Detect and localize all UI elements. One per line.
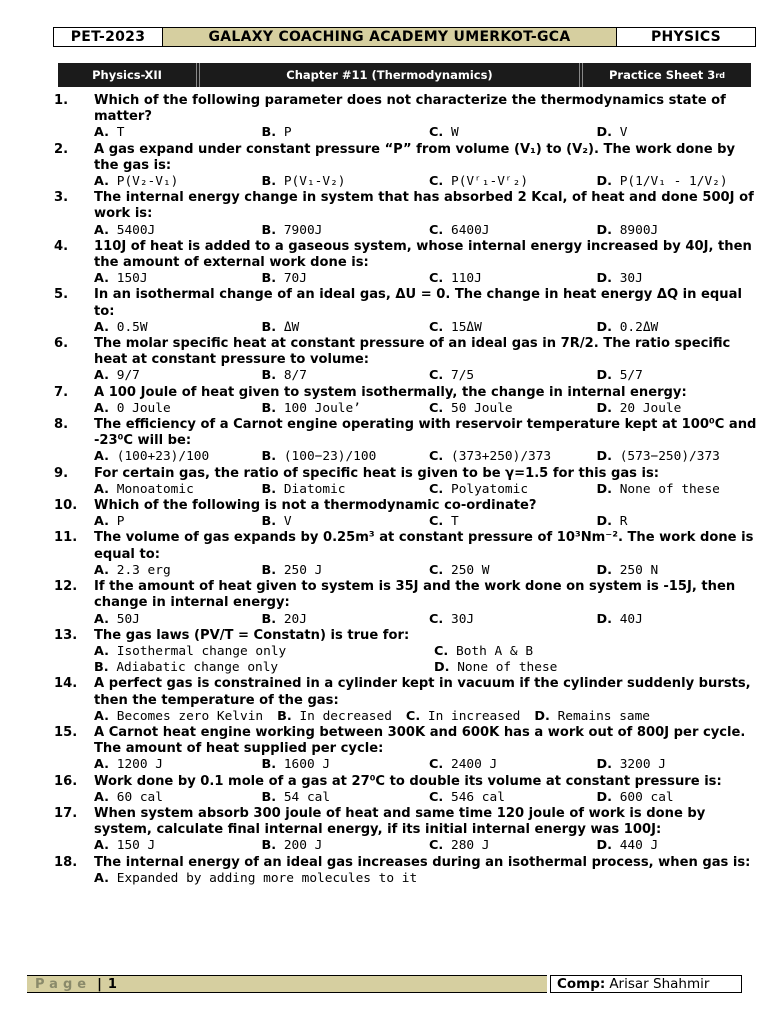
option-letter: B. xyxy=(261,400,277,416)
option-text: Monoatomic xyxy=(116,481,194,497)
option-letter: C. xyxy=(429,514,444,530)
option-text: V xyxy=(283,514,292,530)
question-number: 17. xyxy=(54,805,78,821)
option-b xyxy=(262,563,430,579)
option-text: Diatomic xyxy=(283,481,346,497)
question-number: 5. xyxy=(54,287,69,303)
option-c xyxy=(429,757,597,773)
option-a xyxy=(94,174,262,190)
question-text: The internal energy of an ideal gas increases during an isothermal process, when gas is: xyxy=(94,854,751,870)
question-item xyxy=(54,142,764,191)
question-text: Work done by 0.1 mole of a gas at 27⁰C to double its volume at constant pressure is: xyxy=(94,773,722,789)
option-text: 200 J xyxy=(283,838,323,854)
option-text: 1600 J xyxy=(283,757,331,773)
option-letter: A. xyxy=(94,271,110,287)
option-a xyxy=(94,563,262,579)
option-text: Expanded by adding more molecules to it xyxy=(116,870,418,886)
option-letter: D. xyxy=(596,125,612,141)
option-d xyxy=(597,514,765,530)
option-b xyxy=(262,401,430,417)
option-c xyxy=(429,368,597,384)
option-letter: B. xyxy=(261,271,277,287)
option-letter: C. xyxy=(429,222,444,238)
option-c xyxy=(429,271,597,287)
option-letter: A. xyxy=(94,789,110,805)
option-b xyxy=(262,174,430,190)
question-text: When system absorb 300 joule of heat and same time 120 joule of work is done by system, calculate final internal energy, if its initial internal energy was 100J: xyxy=(94,805,706,838)
question-number: 14. xyxy=(54,676,78,692)
option-text: 5400J xyxy=(116,222,156,238)
option-letter: B. xyxy=(261,174,277,190)
option-b xyxy=(262,790,430,806)
option-letter: A. xyxy=(94,757,110,773)
question-number: 3. xyxy=(54,190,69,206)
class-label: Physics-XII xyxy=(58,63,200,87)
option-letter: C. xyxy=(429,319,444,335)
option-d xyxy=(597,612,765,628)
option-letter: D. xyxy=(596,562,612,578)
option-letter: C. xyxy=(429,838,444,854)
question-text: For certain gas, the ratio of specific heat is given to be γ=1.5 for this gas is: xyxy=(94,465,660,481)
option-text: 280 J xyxy=(450,838,490,854)
subject-label: PHYSICS xyxy=(650,29,722,45)
option-d xyxy=(597,790,765,806)
question-text: If the amount of heat given to system is 35J and the work done on system is -15J, then change in internal energy: xyxy=(94,579,736,611)
question-item xyxy=(54,628,764,677)
option-text: 6400J xyxy=(450,222,490,238)
option-letter: C. xyxy=(429,757,444,773)
option-letter: B. xyxy=(261,222,277,238)
option-text: 15ΔW xyxy=(450,319,482,335)
option-text: P xyxy=(283,125,292,141)
option-letter: C. xyxy=(434,643,449,659)
option-c xyxy=(429,449,597,465)
option-letter: D. xyxy=(596,368,612,384)
sheet-label: Practice Sheet 3 rd xyxy=(609,68,725,82)
option-letter: A. xyxy=(94,222,110,238)
page-sep: | xyxy=(97,976,102,992)
option-letter: B. xyxy=(261,611,277,627)
option-a xyxy=(94,870,418,887)
option-d xyxy=(597,449,765,465)
option-text: 250 W xyxy=(450,562,490,578)
option-letter: C. xyxy=(429,400,444,416)
option-letter: D. xyxy=(596,400,612,416)
option-c xyxy=(429,223,597,239)
option-text: None of these xyxy=(619,481,720,497)
option-a xyxy=(94,514,262,530)
question-text: The efficiency of a Carnot engine operating with reservoir temperature kept at 100⁰C and -23⁰C will be: xyxy=(94,417,757,449)
option-letter: B. xyxy=(261,838,277,854)
option-b xyxy=(262,125,430,141)
option-text: 150 J xyxy=(116,838,156,854)
question-item xyxy=(54,774,764,806)
option-c xyxy=(429,320,597,336)
option-letter: D. xyxy=(596,789,612,805)
option-b xyxy=(262,482,430,498)
option-letter: B. xyxy=(261,789,277,805)
question-number: 4. xyxy=(54,238,69,254)
option-letter: A. xyxy=(94,870,110,886)
option-text: 250 N xyxy=(619,562,659,578)
chapter-title: Chapter #11 (Thermodynamics) xyxy=(200,63,583,87)
option-d xyxy=(597,174,765,190)
option-b xyxy=(262,223,430,239)
option-c xyxy=(429,563,597,579)
option-text: ΔW xyxy=(283,319,300,335)
question-number: 2. xyxy=(54,141,69,157)
question-text: The molar specific heat at constant pressure of an ideal gas in 7R/2. The ratio specific heat at constant pressure to volume: xyxy=(94,336,731,368)
option-text: None of these xyxy=(457,660,558,676)
question-number: 12. xyxy=(54,579,78,595)
question-item xyxy=(54,336,764,385)
option-d xyxy=(434,660,604,676)
option-d xyxy=(597,320,765,336)
option-text: 0 Joule xyxy=(116,400,171,416)
option-letter: C. xyxy=(429,789,444,805)
option-letter: B. xyxy=(261,368,277,384)
option-text: 54 cal xyxy=(283,789,331,805)
option-letter: A. xyxy=(94,514,110,530)
option-letter: B. xyxy=(261,757,277,773)
option-letter: C. xyxy=(429,611,444,627)
option-letter: D. xyxy=(596,757,612,773)
option-letter: A. xyxy=(94,368,110,384)
option-letter: A. xyxy=(94,400,110,416)
option-text: 7/5 xyxy=(450,368,475,384)
option-a xyxy=(94,709,263,725)
document-header xyxy=(53,27,756,47)
question-number: 18. xyxy=(54,854,78,870)
option-d xyxy=(597,401,765,417)
option-b xyxy=(262,271,430,287)
option-text: 546 cal xyxy=(450,789,505,805)
option-letter: D. xyxy=(596,449,612,465)
question-text: Which of the following is not a thermodynamic co-ordinate? xyxy=(94,498,537,514)
option-a xyxy=(94,449,262,465)
option-text: 8900J xyxy=(619,222,659,238)
option-letter: C. xyxy=(429,562,444,578)
option-text: Both A & B xyxy=(455,643,534,659)
option-letter: C. xyxy=(429,481,444,497)
option-d xyxy=(597,838,765,854)
question-number: 11. xyxy=(54,530,78,546)
option-letter: A. xyxy=(94,708,110,724)
option-letter: D. xyxy=(596,838,612,854)
option-letter: B. xyxy=(277,708,292,724)
option-text: 30J xyxy=(619,271,643,287)
option-text: P(V₁-V₂) xyxy=(283,174,346,190)
option-text: 440 J xyxy=(619,838,659,854)
question-number: 9. xyxy=(54,465,69,481)
option-letter: A. xyxy=(94,643,110,659)
question-item xyxy=(54,498,764,530)
question-number: 13. xyxy=(54,627,78,643)
question-number: 16. xyxy=(54,773,78,789)
option-text: Adiabatic change only xyxy=(116,660,279,676)
comp-label: Comp: xyxy=(557,976,606,992)
question-number: 8. xyxy=(54,417,69,433)
question-text: A perfect gas is constrained in a cylinder kept in vacuum if the cylinder suddenly bursts, then the temperature of the gas: xyxy=(94,676,751,708)
comp-name: Arisar Shahmir xyxy=(609,976,710,992)
option-text: 2.3 erg xyxy=(116,562,171,578)
option-text: 0.5W xyxy=(116,319,148,335)
option-letter: B. xyxy=(261,319,277,335)
question-item xyxy=(54,239,764,288)
option-text: 8/7 xyxy=(283,368,307,384)
option-text: In decreased xyxy=(299,708,392,724)
option-text: 50J xyxy=(116,611,140,627)
option-text: 150J xyxy=(116,271,148,287)
option-letter: D. xyxy=(596,271,612,287)
option-c xyxy=(429,482,597,498)
option-b xyxy=(277,709,392,725)
option-text: 60 cal xyxy=(116,789,163,805)
question-text: Which of the following parameter does not characterize the thermodynamics state of matter? xyxy=(94,93,726,125)
question-number: 10. xyxy=(54,498,78,514)
option-text: T xyxy=(116,125,125,141)
question-text: A gas expand under constant pressure “P” from volume (V₁) to (V₂). The work done by the gas is: xyxy=(94,141,736,173)
option-a xyxy=(94,401,262,417)
option-c xyxy=(434,644,604,660)
option-a xyxy=(94,757,262,773)
question-number: 7. xyxy=(54,384,69,400)
question-text: A 100 Joule of heat given to system isothermally, the change in internal energy: xyxy=(94,384,687,400)
option-letter: C. xyxy=(405,708,421,724)
option-b xyxy=(262,612,430,628)
option-text: 0.2ΔW xyxy=(619,319,659,335)
option-letter: D. xyxy=(596,611,612,627)
option-text: (100−23)/100 xyxy=(283,449,377,465)
option-text: 50 Joule xyxy=(450,400,513,416)
option-letter: C. xyxy=(429,449,444,465)
option-letter: C. xyxy=(429,368,444,384)
option-text: 30J xyxy=(450,611,475,627)
option-text: R xyxy=(619,514,628,530)
question-item xyxy=(54,806,764,855)
option-text: 5/7 xyxy=(619,368,643,384)
question-text: The gas laws (PV/T = Constatn) is true for: xyxy=(94,627,410,643)
option-letter: A. xyxy=(94,611,110,627)
chapter-bar xyxy=(58,63,751,87)
option-text: P(V₂-V₁) xyxy=(116,174,179,190)
option-letter: A. xyxy=(94,481,110,497)
option-letter: A. xyxy=(94,174,110,190)
option-text: 20 Joule xyxy=(619,400,682,416)
option-a xyxy=(94,320,262,336)
option-b xyxy=(262,449,430,465)
question-item xyxy=(54,676,764,725)
question-item xyxy=(54,385,764,417)
page-number: 1 xyxy=(107,976,117,992)
option-text: 1200 J xyxy=(116,757,163,773)
option-text: 3200 J xyxy=(619,757,666,773)
option-a xyxy=(94,271,262,287)
question-number: 1. xyxy=(54,93,69,108)
option-c xyxy=(429,125,597,141)
option-text: (100+23)/100 xyxy=(116,449,210,465)
option-text: P(Vʳ₁-Vʳ₂) xyxy=(450,174,529,190)
option-c xyxy=(429,838,597,854)
option-letter: C. xyxy=(429,174,444,190)
question-item xyxy=(54,190,764,239)
option-text: Polyatomic xyxy=(450,481,529,497)
option-text: 110J xyxy=(450,271,482,287)
option-d xyxy=(597,482,765,498)
academy-title: GALAXY COACHING ACADEMY UMERKOT-GCA xyxy=(163,28,617,46)
option-letter: D. xyxy=(534,708,550,724)
option-text: 2400 J xyxy=(450,757,498,773)
question-list xyxy=(54,93,764,887)
option-a xyxy=(94,790,262,806)
option-text: 40J xyxy=(619,611,643,627)
option-letter: A. xyxy=(94,838,110,854)
question-item xyxy=(54,725,764,774)
option-d xyxy=(597,563,765,579)
option-letter: D. xyxy=(596,174,612,190)
option-letter: A. xyxy=(94,125,110,141)
option-letter: B. xyxy=(261,481,277,497)
option-a xyxy=(94,612,262,628)
option-a xyxy=(94,644,434,660)
option-text: 20J xyxy=(283,611,307,627)
option-letter: D. xyxy=(596,319,612,335)
option-b xyxy=(262,368,430,384)
question-text: The volume of gas expands by 0.25m³ at constant pressure of 10³Nm⁻². The work done is equal to: xyxy=(94,530,754,562)
option-text: P(1/V₁ - 1/V₂) xyxy=(619,174,728,190)
question-item xyxy=(54,530,764,579)
option-letter: B. xyxy=(261,514,277,530)
option-text: V xyxy=(619,125,628,141)
question-item xyxy=(54,417,764,466)
option-d xyxy=(534,709,650,725)
option-text: 7900J xyxy=(283,222,323,238)
option-text: Becomes zero Kelvin xyxy=(116,708,264,724)
option-letter: B. xyxy=(94,660,109,676)
option-d xyxy=(597,757,765,773)
option-a xyxy=(94,482,262,498)
option-letter: A. xyxy=(94,449,110,465)
option-text: Remains same xyxy=(557,708,651,724)
question-item xyxy=(54,287,764,336)
option-c xyxy=(406,709,520,725)
option-letter: C. xyxy=(429,125,444,141)
option-d xyxy=(597,368,765,384)
option-letter: B. xyxy=(261,562,277,578)
question-item xyxy=(54,466,764,498)
option-a xyxy=(94,368,262,384)
question-text: A Carnot heat engine working between 300K and 600K has a work out of 800J per cycle. The amount of heat supplied per cycle: xyxy=(94,724,746,757)
option-text: In increased xyxy=(427,708,521,724)
option-text: T xyxy=(450,514,459,530)
composer-box xyxy=(550,975,742,993)
option-text: P xyxy=(116,514,125,530)
question-text: The internal energy change in system that has absorbed 2 Kcal, of heat and done 500J of work is: xyxy=(94,190,754,222)
option-b xyxy=(262,838,430,854)
page-footer xyxy=(27,975,547,993)
option-a xyxy=(94,223,262,239)
option-letter: B. xyxy=(261,125,277,141)
option-c xyxy=(429,401,597,417)
question-text: In an isothermal change of an ideal gas, ΔU = 0. The change in heat energy ΔQ in equal to: xyxy=(94,287,742,319)
option-text: 9/7 xyxy=(116,368,140,384)
question-number: 15. xyxy=(54,724,78,740)
option-letter: A. xyxy=(94,319,110,335)
option-text: 600 cal xyxy=(619,789,674,805)
question-item xyxy=(54,855,764,887)
question-number: 6. xyxy=(54,336,69,352)
exam-label: PET-2023 xyxy=(54,28,163,46)
option-text: W xyxy=(450,125,459,141)
option-c xyxy=(429,612,597,628)
option-c xyxy=(429,514,597,530)
option-letter: D. xyxy=(596,222,612,238)
option-letter: A. xyxy=(94,562,110,578)
question-item xyxy=(54,93,764,142)
option-letter: D. xyxy=(596,514,612,530)
option-letter: D. xyxy=(596,481,612,497)
option-c xyxy=(429,790,597,806)
option-b xyxy=(262,320,430,336)
option-text: (573−250)/373 xyxy=(619,449,720,465)
option-text: (373+250)/373 xyxy=(450,449,552,465)
option-letter: B. xyxy=(261,449,277,465)
option-letter: D. xyxy=(434,660,450,676)
option-text: Isothermal change only xyxy=(116,643,287,659)
option-letter: C. xyxy=(429,271,444,287)
option-text: 70J xyxy=(283,271,307,287)
option-b xyxy=(262,757,430,773)
option-text: 100 Joule’ xyxy=(283,400,361,416)
option-b xyxy=(262,514,430,530)
option-d xyxy=(597,223,765,239)
option-c xyxy=(429,174,597,190)
page-label: Page xyxy=(35,976,92,992)
option-d xyxy=(597,125,765,141)
option-text: 250 J xyxy=(283,562,323,578)
option-a xyxy=(94,838,262,854)
question-text: 110J of heat is added to a gaseous system, whose internal energy increased by 40J, then the amount of external work done is: xyxy=(94,238,752,271)
option-a xyxy=(94,125,262,141)
question-item xyxy=(54,579,764,628)
option-d xyxy=(597,271,765,287)
option-b xyxy=(94,660,434,676)
